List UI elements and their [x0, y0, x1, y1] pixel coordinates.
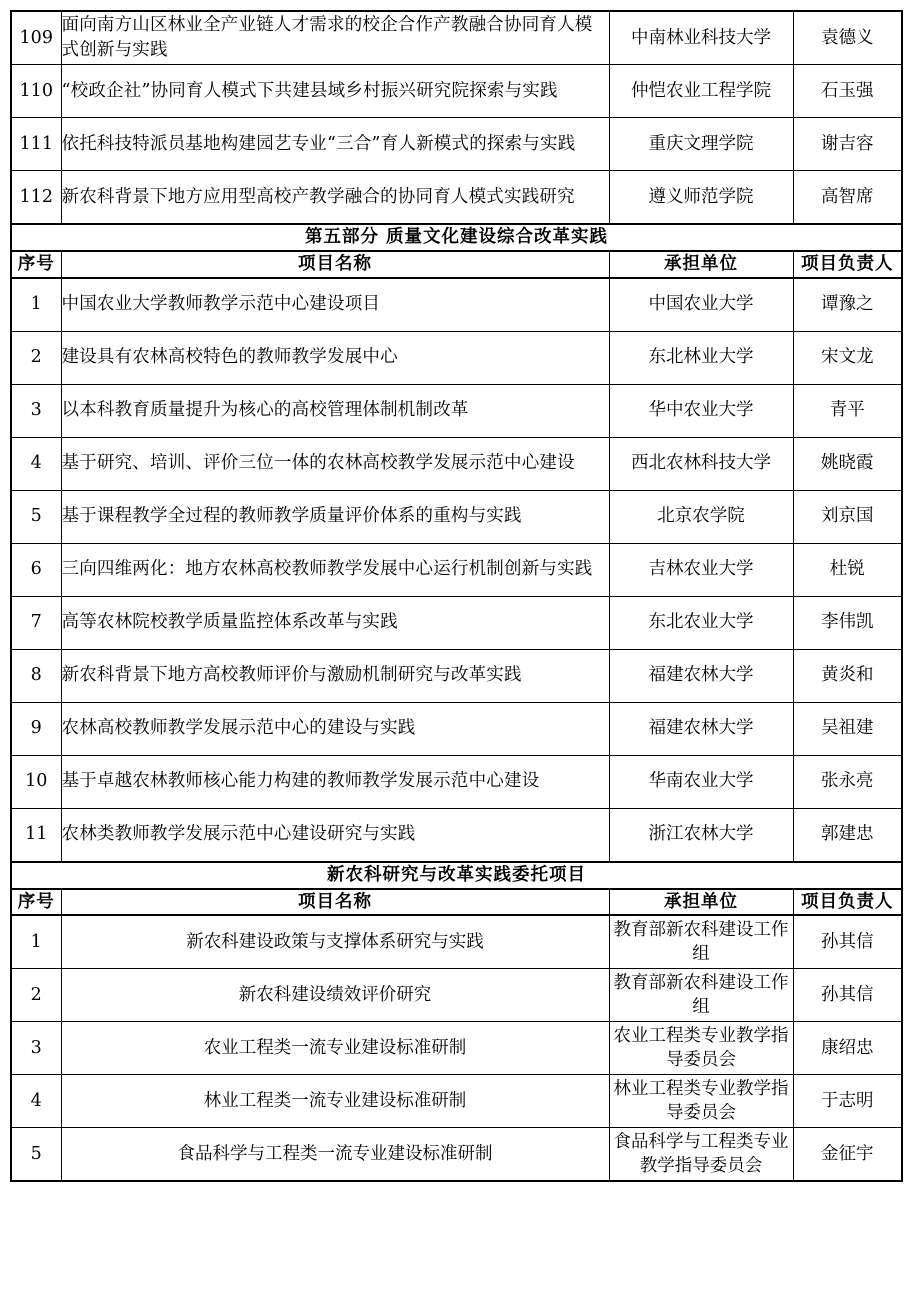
- row-number: 7: [11, 596, 61, 649]
- project-name: 建设具有农林高校特色的教师教学发展中心: [61, 331, 609, 384]
- host-institution: 东北林业大学: [609, 331, 793, 384]
- project-leader: 李伟凯: [793, 596, 902, 649]
- table-row: [11, 543, 902, 596]
- host-institution: 林业工程类专业教学指导委员会: [609, 1075, 793, 1128]
- table-row: [11, 331, 902, 384]
- section-title: 新农科研究与改革实践委托项目: [11, 862, 902, 889]
- row-number: 5: [11, 1128, 61, 1182]
- table-body: [11, 11, 902, 1181]
- column-header-name: 项目名称: [61, 889, 609, 916]
- table-row: [11, 915, 902, 969]
- section-title-row: [11, 224, 902, 251]
- host-institution: 教育部新农科建设工作组: [609, 915, 793, 969]
- project-leader: 谢吉容: [793, 118, 902, 171]
- project-name: 农林高校教师教学发展示范中心的建设与实践: [61, 702, 609, 755]
- column-header-no: 序号: [11, 889, 61, 916]
- section-title: 第五部分 质量文化建设综合改革实践: [11, 224, 902, 251]
- table-row: [11, 1128, 902, 1182]
- row-number: 8: [11, 649, 61, 702]
- row-number: 10: [11, 755, 61, 808]
- project-leader: 刘京国: [793, 490, 902, 543]
- project-name: 以本科教育质量提升为核心的高校管理体制机制改革: [61, 384, 609, 437]
- table-row: [11, 171, 902, 225]
- row-number: 2: [11, 331, 61, 384]
- project-name: 食品科学与工程类一流专业建设标准研制: [61, 1128, 609, 1182]
- project-name: 新农科背景下地方高校教师评价与激励机制研究与改革实践: [61, 649, 609, 702]
- row-number: 111: [11, 118, 61, 171]
- table-row: [11, 1022, 902, 1075]
- project-leader: 康绍忠: [793, 1022, 902, 1075]
- project-name: 中国农业大学教师教学示范中心建设项目: [61, 278, 609, 332]
- host-institution: 福建农林大学: [609, 649, 793, 702]
- project-leader: 吴祖建: [793, 702, 902, 755]
- project-name: 面向南方山区林业全产业链人才需求的校企合作产教融合协同育人模式创新与实践: [61, 11, 609, 65]
- row-number: 5: [11, 490, 61, 543]
- host-institution: 重庆文理学院: [609, 118, 793, 171]
- project-leader: 黄炎和: [793, 649, 902, 702]
- project-leader: 谭豫之: [793, 278, 902, 332]
- column-header-unit: 承担单位: [609, 889, 793, 916]
- host-institution: 教育部新农科建设工作组: [609, 969, 793, 1022]
- row-number: 2: [11, 969, 61, 1022]
- project-leader: 石玉强: [793, 65, 902, 118]
- host-institution: 中国农业大学: [609, 278, 793, 332]
- project-leader: 姚晓霞: [793, 437, 902, 490]
- table-row: [11, 596, 902, 649]
- row-number: 11: [11, 808, 61, 862]
- row-number: 1: [11, 278, 61, 332]
- table-row: [11, 437, 902, 490]
- column-header-owner: 项目负责人: [793, 251, 902, 278]
- project-leader: 郭建忠: [793, 808, 902, 862]
- project-name: “校政企社”协同育人模式下共建县域乡村振兴研究院探索与实践: [61, 65, 609, 118]
- table-row: [11, 649, 902, 702]
- project-name: 农林类教师教学发展示范中心建设研究与实践: [61, 808, 609, 862]
- host-institution: 仲恺农业工程学院: [609, 65, 793, 118]
- project-leader: 孙其信: [793, 915, 902, 969]
- table-row: [11, 755, 902, 808]
- row-number: 3: [11, 384, 61, 437]
- project-name: 基于研究、培训、评价三位一体的农林高校教学发展示范中心建设: [61, 437, 609, 490]
- column-header-unit: 承担单位: [609, 251, 793, 278]
- host-institution: 福建农林大学: [609, 702, 793, 755]
- row-number: 1: [11, 915, 61, 969]
- table-row: [11, 1075, 902, 1128]
- table-row: [11, 65, 902, 118]
- column-header-no: 序号: [11, 251, 61, 278]
- table-header-row: [11, 889, 902, 916]
- host-institution: 西北农林科技大学: [609, 437, 793, 490]
- project-leader: 孙其信: [793, 969, 902, 1022]
- column-header-owner: 项目负责人: [793, 889, 902, 916]
- table-row: [11, 490, 902, 543]
- host-institution: 农业工程类专业教学指导委员会: [609, 1022, 793, 1075]
- project-name: 新农科建设政策与支撑体系研究与实践: [61, 915, 609, 969]
- project-name: 依托科技特派员基地构建园艺专业“三合”育人新模式的探索与实践: [61, 118, 609, 171]
- project-leader: 张永亮: [793, 755, 902, 808]
- row-number: 4: [11, 437, 61, 490]
- table-row: [11, 278, 902, 332]
- project-name: 高等农林院校教学质量监控体系改革与实践: [61, 596, 609, 649]
- row-number: 112: [11, 171, 61, 225]
- project-name: 三向四维两化：地方农林高校教师教学发展中心运行机制创新与实践: [61, 543, 609, 596]
- row-number: 109: [11, 11, 61, 65]
- host-institution: 遵义师范学院: [609, 171, 793, 225]
- host-institution: 吉林农业大学: [609, 543, 793, 596]
- project-list-table: [10, 10, 903, 1182]
- project-name: 林业工程类一流专业建设标准研制: [61, 1075, 609, 1128]
- row-number: 6: [11, 543, 61, 596]
- row-number: 110: [11, 65, 61, 118]
- section-title-row: [11, 862, 902, 889]
- table-row: [11, 384, 902, 437]
- host-institution: 北京农学院: [609, 490, 793, 543]
- host-institution: 东北农业大学: [609, 596, 793, 649]
- project-leader: 袁德义: [793, 11, 902, 65]
- table-row: [11, 702, 902, 755]
- project-name: 基于卓越农林教师核心能力构建的教师教学发展示范中心建设: [61, 755, 609, 808]
- project-name: 基于课程教学全过程的教师教学质量评价体系的重构与实践: [61, 490, 609, 543]
- row-number: 3: [11, 1022, 61, 1075]
- project-name: 新农科背景下地方应用型高校产教学融合的协同育人模式实践研究: [61, 171, 609, 225]
- project-name: 新农科建设绩效评价研究: [61, 969, 609, 1022]
- project-leader: 杜锐: [793, 543, 902, 596]
- row-number: 9: [11, 702, 61, 755]
- host-institution: 浙江农林大学: [609, 808, 793, 862]
- host-institution: 中南林业科技大学: [609, 11, 793, 65]
- table-row: [11, 969, 902, 1022]
- table-row: [11, 118, 902, 171]
- host-institution: 食品科学与工程类专业教学指导委员会: [609, 1128, 793, 1182]
- project-leader: 于志明: [793, 1075, 902, 1128]
- project-name: 农业工程类一流专业建设标准研制: [61, 1022, 609, 1075]
- project-leader: 金征宇: [793, 1128, 902, 1182]
- table-header-row: [11, 251, 902, 278]
- column-header-name: 项目名称: [61, 251, 609, 278]
- host-institution: 华中农业大学: [609, 384, 793, 437]
- project-leader: 青平: [793, 384, 902, 437]
- project-leader: 高智席: [793, 171, 902, 225]
- table-row: [11, 808, 902, 862]
- project-leader: 宋文龙: [793, 331, 902, 384]
- host-institution: 华南农业大学: [609, 755, 793, 808]
- table-row: [11, 11, 902, 65]
- row-number: 4: [11, 1075, 61, 1128]
